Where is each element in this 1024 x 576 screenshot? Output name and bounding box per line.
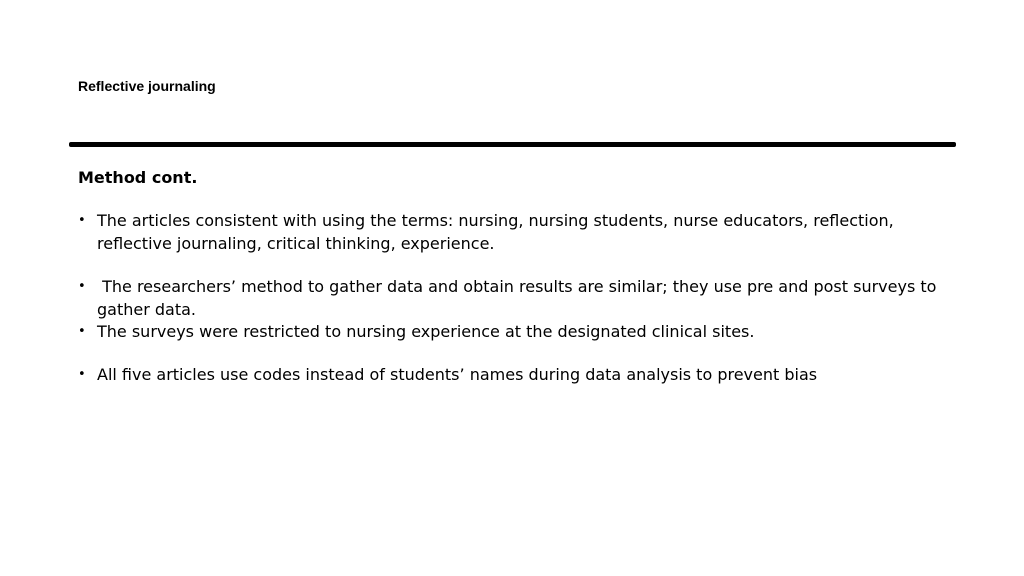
bullet-item [78, 364, 938, 387]
slide-body [78, 167, 942, 386]
bullet-item [78, 276, 942, 321]
bullet-text: The researchers’ method to gather data and obtain results are similar; they use pre and post surveys to gather data. [97, 277, 942, 319]
bullet-text: The articles consistent with using the terms: nursing, nursing students, nurse educators, reflection, reflective journaling, critical thinking, experience. [97, 211, 894, 253]
bullet-dot-icon: • [78, 213, 86, 228]
bullet-item [78, 210, 938, 255]
slide-title: Reflective journaling [78, 78, 216, 94]
title-divider [69, 142, 956, 147]
bullet-text: The surveys were restricted to nursing experience at the designated clinical sites. [97, 322, 755, 341]
section-subheading: Method cont. [78, 168, 198, 187]
bullet-dot-icon: • [78, 324, 86, 339]
bullet-text: All five articles use codes instead of students’ names during data analysis to prevent bias [97, 364, 818, 384]
bullet-dot-icon: • [78, 279, 86, 294]
bullet-list [78, 210, 942, 386]
bullet-item [78, 321, 938, 344]
bullet-dot-icon: • [78, 366, 86, 382]
